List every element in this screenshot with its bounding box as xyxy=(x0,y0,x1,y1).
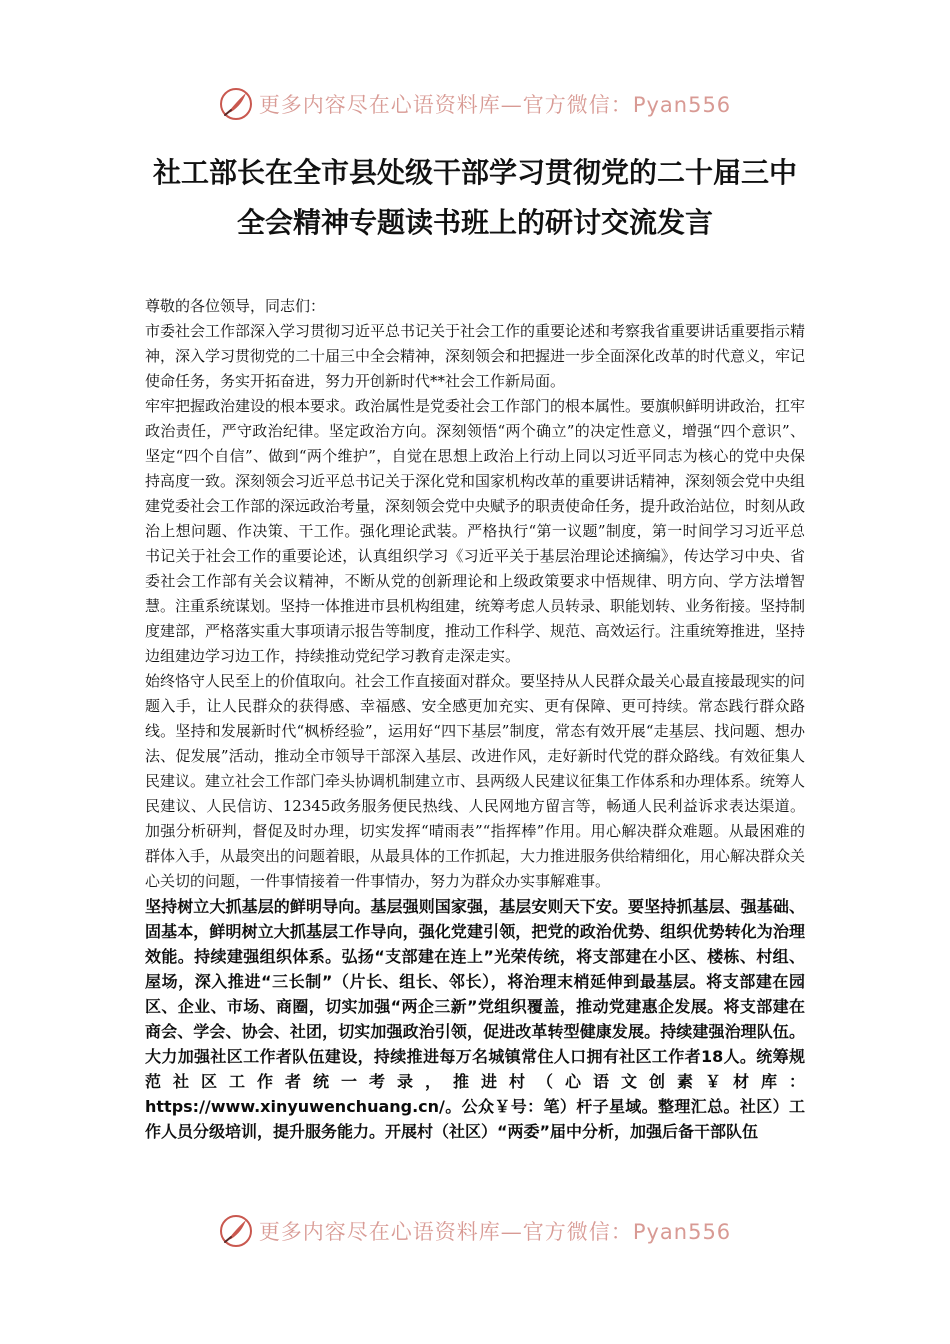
document-body xyxy=(145,294,805,1144)
header-banner xyxy=(0,84,950,124)
page-title xyxy=(120,148,830,248)
banner-text: 更多内容尽在心语资料库—官方微信：Pyan556 xyxy=(258,1220,732,1244)
banner-wechat-id: Pyan556 xyxy=(632,1220,732,1244)
section-political-paragraph: 牢牢把握政治建设的根本要求。政治属性是党委社会工作部门的根本属性。要旗帜鲜明讲政治，扛牢政治责任，严守政治纪律。坚定政治方向。深刻领悟“两个确立”的决定性意义，增强“四个意识”、坚定“四个自信”、做到“两个维护”，自觉在思想上政治上行动上同以习近平同志为核心的党中央保持高度一致。深刻领会习近平总书记关于深化党和国家机构改革的重要讲话精神，深刻领会党中央组建党委社会工作部的深远政治考量，深刻领会党中央赋予的职责使命任务，提升政治站位，时刻从政治上想问题、作决策、干工作。强化理论武装。严格执行“第一议题”制度，第一时间学习习近平总书记关于社会工作的重要论述，认真组织学习《习近平关于基层治理论述摘编》，传达学习中央、省委社会工作部有关会议精神，不断从党的创新理论和上级政策要求中悟规律、明方向、学方法增智慧。注重系统谋划。坚持一体推进市县机构组建，统筹考虑人员转录、职能划转、业务衔接。坚持制度建部，严格落实重大事项请示报告等制度，推动工作科学、规范、高效运行。注重统筹推进，坚持边组建边学习边工作，持续推动党纪学习教育走深走实。 xyxy=(145,397,806,665)
intro-paragraph: 市委社会工作部深入学习贯彻习近平总书记关于社会工作的重要论述和考察我省重要讲话重要指示精神，深入学习贯彻党的二十届三中全会精神，深刻领会和把握进一步全面深化改革的时代意义，牢记使命任务，务实开拓奋进，努力开创新时代**社会工作新局面。 xyxy=(145,322,806,390)
footer-banner xyxy=(0,1211,950,1251)
section-people-paragraph: 始终恪守人民至上的价值取向。社会工作直接面对群众。要坚持从人民群众最关心最直接最现实的问题入手，让人民群众的获得感、幸福感、安全感更加充实、更有保障、更可持续。常态践行群众路线。坚持和发展新时代“枫桥经验”，运用好“四下基层”制度，常态有效开展“走基层、找问题、想办法、促发展”活动，推动全市领导干部深入基层、改进作风，走好新时代党的群众路线。有效征集人民建议。建立社会工作部门牵头协调机制建立市、县两级人民建议征集工作体系和办理体系。统筹人民建议、人民信访、12345政务服务便民热线、人民网地方留言等，畅通人民利益诉求表达渠道。加强分析研判，督促及时办理，切实发挥“晴雨表”“指挥棒”作用。用心解决群众难题。从最困难的群体入手，从最突出的问题着眼，从最具体的工作抓起，大力推进服务供给精细化，用心解决群众关心关切的问题，一件事情接着一件事情办，努力为群众办实事解难事。 xyxy=(145,672,806,890)
banner-wechat-id: Pyan556 xyxy=(632,93,732,117)
title-line-2: 全会精神专题读书班上的研讨交流发言 xyxy=(236,206,713,239)
quill-logo-icon xyxy=(219,87,253,121)
quill-logo-icon xyxy=(219,1214,253,1248)
section-grassroots-paragraph: 坚持树立大抓基层的鲜明导向。基层强则国家强，基层安则天下安。要坚持抓基层、强基础、固基本，鲜明树立大抓基层工作导向，强化党建引领，把党的政治优势、组织优势转化为治理效能。持续建强组织体系。弘扬“支部建在连上”光荣传统，将支部建在小区、楼栋、村组、屋场，深入推进“三长制”（片长、组长、邻长），将治理末梢延伸到最基层。将支部建在园区、企业、市场、商圈，切实加强“两企三新”党组织覆盖，推动党建惠企发展。将支部建在商会、学会、协会、社团，切实加强政治引领，促进改革转型健康发展。持续建强治理队伍。大力加强社区工作者队伍建设，持续推进每万名城镇常住人口拥有社区工作者18人。统筹规范社区工作者统一考录，推进村（心语文创素￥材库：https://www.xinyuwenchuang.cn/。公众￥号：笔）杆子星域。整理汇总。社区）工作人员分级培训，提升服务能力。开展村（社区）“两委”届中分析，加强后备干部队伍 xyxy=(145,897,805,1141)
banner-text: 更多内容尽在心语资料库—官方微信：Pyan556 xyxy=(258,93,732,117)
salutation: 尊敬的各位领导，同志们： xyxy=(145,297,326,315)
title-line-1: 社工部长在全市县处级干部学习贯彻党的二十届三中 xyxy=(152,156,797,189)
